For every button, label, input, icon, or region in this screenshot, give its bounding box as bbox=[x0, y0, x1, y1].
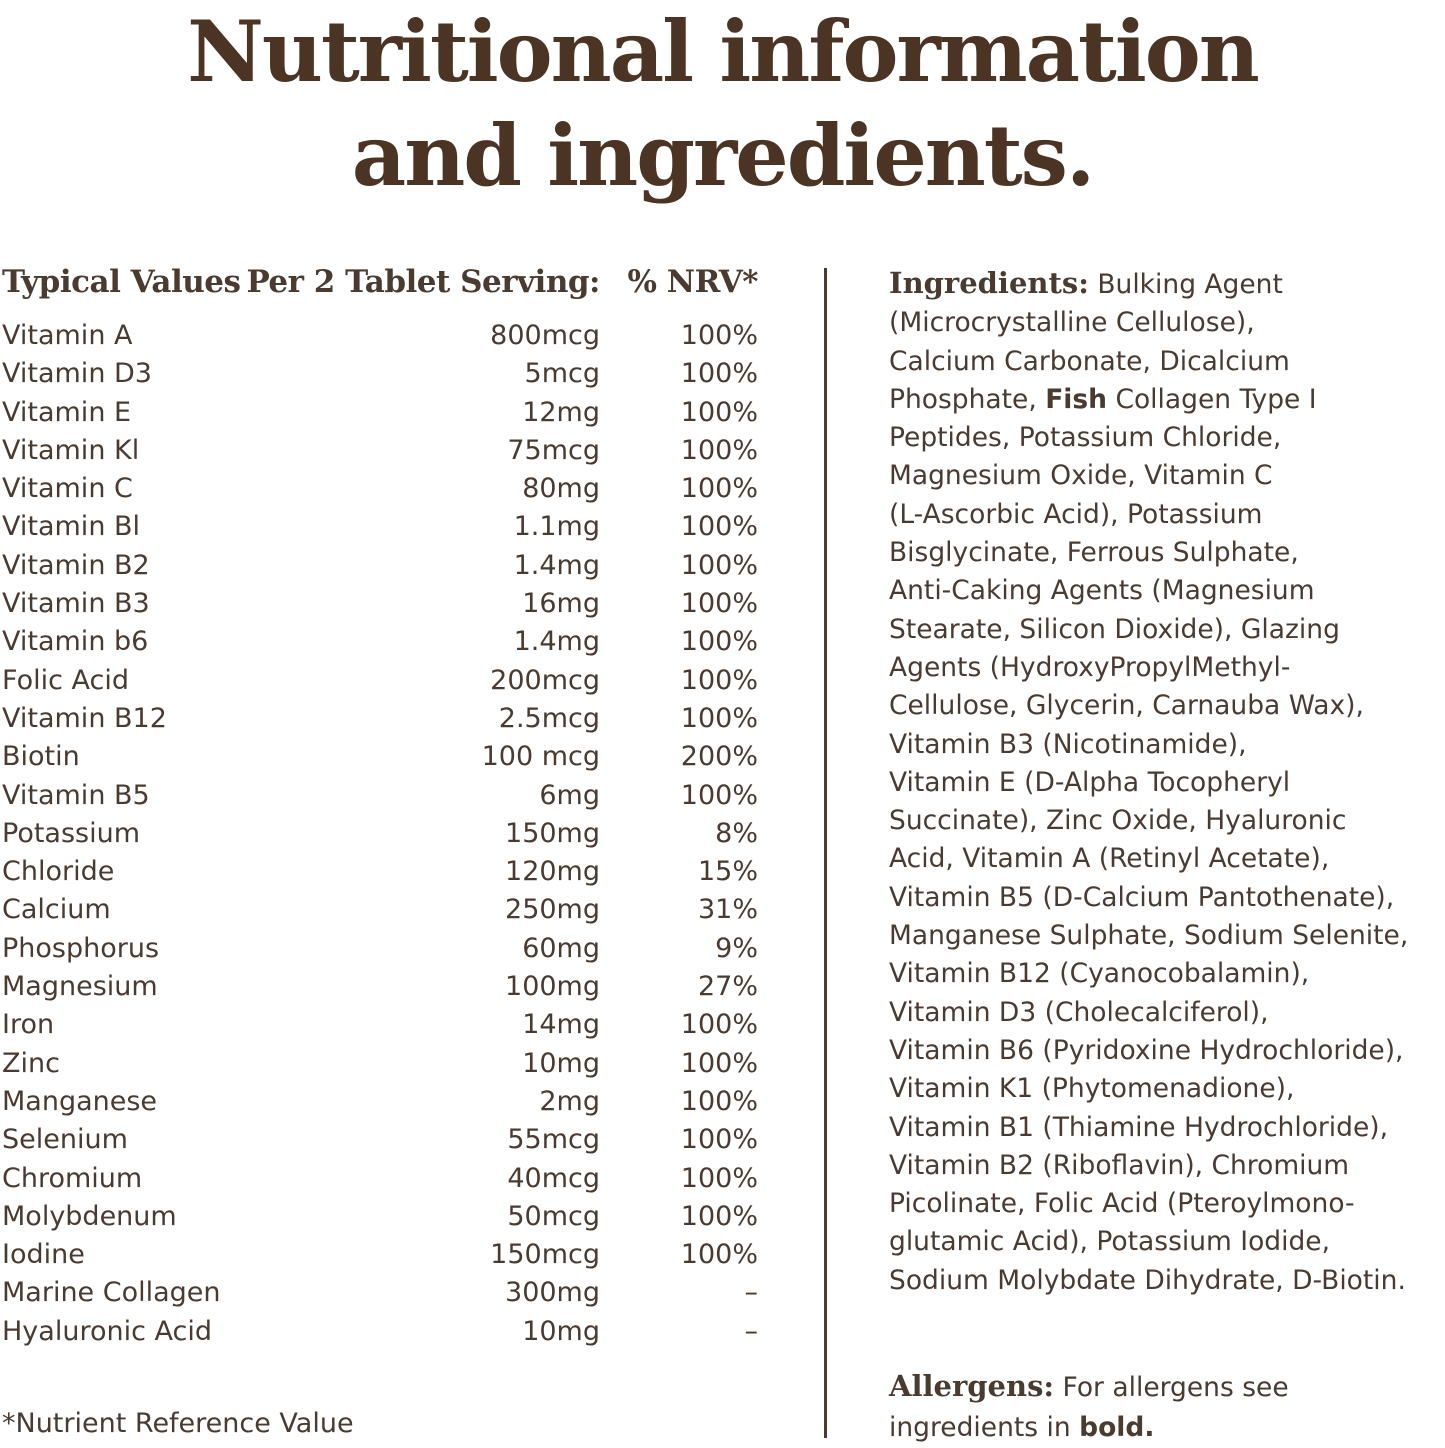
nutrition-rows bbox=[2, 320, 762, 1354]
nutrient-amount: 250mg bbox=[505, 894, 600, 926]
ingredients-line: Bisglycinate, Ferrous Sulphate, bbox=[889, 537, 1299, 569]
nutrient-nrv: 100% bbox=[680, 396, 758, 428]
nutrient-nrv: 100% bbox=[680, 320, 758, 351]
nutrition-table bbox=[2, 262, 762, 1354]
table-row bbox=[2, 780, 762, 818]
header-typical-values: Typical Values bbox=[2, 264, 241, 300]
nutrient-name: Vitamin Kl bbox=[2, 434, 140, 466]
nutrient-name: Biotin bbox=[2, 741, 80, 773]
nutrient-nrv: 100% bbox=[680, 511, 758, 543]
nutrient-amount: 60mg bbox=[522, 932, 600, 964]
nutrition-table-header bbox=[2, 262, 762, 310]
nutrient-amount: 80mg bbox=[522, 473, 600, 505]
nutrient-amount: 300mg bbox=[505, 1277, 600, 1309]
ingredients-line: Picolinate, Folic Acid (Pteroylmono- bbox=[889, 1188, 1355, 1220]
table-row bbox=[2, 1277, 762, 1315]
ingredients-line: Succinate), Zinc Oxide, Hyaluronic bbox=[889, 805, 1347, 837]
ingredients-line: Stearate, Silicon Dioxide), Glazing bbox=[889, 613, 1340, 645]
nutrient-nrv: 100% bbox=[680, 1239, 758, 1271]
ingredients-line: Vitamin B6 (Pyridoxine Hydrochloride), bbox=[889, 1034, 1404, 1066]
table-row bbox=[2, 550, 762, 588]
table-row bbox=[2, 473, 762, 511]
nutrient-amount: 2mg bbox=[539, 1085, 600, 1117]
nutrient-name: Vitamin b6 bbox=[2, 626, 149, 658]
nutrient-name: Marine Collagen bbox=[2, 1277, 221, 1309]
table-row bbox=[2, 703, 762, 741]
table-row bbox=[2, 1124, 762, 1162]
table-row bbox=[2, 665, 762, 703]
nutrient-amount: 50mcg bbox=[507, 1200, 600, 1232]
nutrient-amount: 10mg bbox=[522, 1047, 600, 1079]
nutrient-nrv: 200% bbox=[680, 741, 758, 773]
ingredients-line-fish bbox=[889, 381, 1441, 419]
nutrient-nrv: 100% bbox=[680, 549, 758, 581]
table-row bbox=[2, 626, 762, 664]
nutrient-name: Iron bbox=[2, 1009, 55, 1041]
ingredients-line: Cellulose, Glycerin, Carnauba Wax), bbox=[889, 690, 1364, 722]
table-row bbox=[2, 1009, 762, 1047]
ingredients-line-1 bbox=[889, 264, 1441, 304]
nutrient-nrv: 100% bbox=[680, 664, 758, 696]
ingredients-line: Vitamin B5 (D-Calcium Pantothenate), bbox=[889, 881, 1395, 913]
nutrient-nrv: 100% bbox=[680, 473, 758, 505]
table-row bbox=[2, 818, 762, 856]
nutrient-amount: 12mg bbox=[522, 396, 600, 428]
nutrient-name: Vitamin B5 bbox=[2, 779, 150, 811]
nutrient-nrv: 9% bbox=[715, 932, 758, 964]
allergens-text: ingredients in bbox=[889, 1412, 1080, 1443]
nutrient-name: Zinc bbox=[2, 1047, 60, 1079]
table-row bbox=[2, 1239, 762, 1277]
allergens-block bbox=[889, 1366, 1441, 1448]
nutrient-name: Vitamin B2 bbox=[2, 549, 150, 581]
ingredients-line: (L-Ascorbic Acid), Potassium bbox=[889, 498, 1263, 530]
ingredients-line: glutamic Acid), Potassium Iodide, bbox=[889, 1226, 1331, 1258]
ingredients-line: Magnesium Oxide, Vitamin C bbox=[889, 460, 1273, 492]
ingredients-line: (Microcrystalline Cellulose), bbox=[889, 307, 1255, 339]
nutrient-amount: 100mg bbox=[505, 971, 600, 1003]
nutrient-nrv: 31% bbox=[697, 894, 758, 926]
allergens-line-1 bbox=[889, 1366, 1441, 1408]
nutrient-name: Folic Acid bbox=[2, 664, 129, 696]
header-per-serving: Per 2 Tablet Serving: bbox=[246, 264, 600, 300]
table-row bbox=[2, 856, 762, 894]
ingredients-line: Acid, Vitamin A (Retinyl Acetate), bbox=[889, 843, 1330, 875]
ingredients-line: Vitamin D3 (Cholecalciferol), bbox=[889, 996, 1269, 1028]
nutrient-amount: 55mcg bbox=[507, 1124, 600, 1156]
nutrient-amount: 150mcg bbox=[490, 1239, 600, 1271]
nutrient-nrv: 100% bbox=[680, 1124, 758, 1156]
nutrient-name: Selenium bbox=[2, 1124, 128, 1156]
ingredients-lines-b bbox=[889, 419, 1441, 1300]
title-line-2: and ingredients. bbox=[351, 106, 1094, 205]
nutrient-amount: 1.4mg bbox=[513, 626, 600, 658]
ingredients-line: Agents (HydroxyPropylMethyl- bbox=[889, 651, 1291, 683]
nutrient-name: Vitamin B12 bbox=[2, 702, 167, 734]
table-row bbox=[2, 358, 762, 396]
nutrient-name: Molybdenum bbox=[2, 1200, 177, 1232]
column-divider bbox=[824, 268, 827, 1438]
nrv-footnote: *Nutrient Reference Value bbox=[2, 1408, 354, 1439]
ingredients-line: Vitamin B12 (Cyanocobalamin), bbox=[889, 958, 1310, 990]
ingredients-label: Ingredients: bbox=[889, 266, 1089, 300]
table-row bbox=[2, 741, 762, 779]
ingredients-text: Bulking Agent bbox=[1088, 269, 1283, 300]
nutrient-amount: 10mg bbox=[522, 1315, 600, 1347]
ingredients-line: Peptides, Potassium Chloride, bbox=[889, 422, 1282, 454]
page-title bbox=[0, 0, 1445, 208]
nutrient-amount: 14mg bbox=[522, 1009, 600, 1041]
nutrient-name: Iodine bbox=[2, 1239, 85, 1271]
nutrient-nrv: 100% bbox=[680, 1200, 758, 1232]
nutrient-nrv: 100% bbox=[680, 1085, 758, 1117]
nutrient-nrv: 100% bbox=[680, 434, 758, 466]
nutrient-nrv: 8% bbox=[715, 817, 758, 849]
nutrient-name: Potassium bbox=[2, 817, 141, 849]
nutrient-nrv: 100% bbox=[680, 1009, 758, 1041]
ingredients-line: Vitamin B1 (Thiamine Hydrochloride), bbox=[889, 1111, 1389, 1143]
nutrient-nrv: 100% bbox=[680, 702, 758, 734]
table-row bbox=[2, 1163, 762, 1201]
nutrient-nrv: 100% bbox=[680, 626, 758, 658]
nutrient-nrv: 100% bbox=[680, 779, 758, 811]
nutrient-amount: 6mg bbox=[539, 779, 600, 811]
allergens-label: Allergens: bbox=[889, 1369, 1055, 1403]
nutrient-name: Vitamin C bbox=[2, 473, 133, 505]
nutrient-nrv: – bbox=[744, 1315, 758, 1347]
nutrient-amount: 100 mcg bbox=[481, 741, 600, 773]
nutrient-name: Magnesium bbox=[2, 971, 158, 1003]
nutrient-name: Phosphorus bbox=[2, 932, 160, 964]
nutrient-name: Vitamin E bbox=[2, 396, 132, 428]
nutrient-amount: 800mcg bbox=[490, 320, 600, 351]
nutrient-name: Chloride bbox=[2, 856, 115, 888]
nutrient-name: Hyaluronic Acid bbox=[2, 1315, 212, 1347]
nutrient-amount: 200mcg bbox=[490, 664, 600, 696]
table-row bbox=[2, 894, 762, 932]
table-row bbox=[2, 511, 762, 549]
nutrient-name: Calcium bbox=[2, 894, 111, 926]
nutrient-name: Chromium bbox=[2, 1162, 143, 1194]
ingredients-text: Phosphate, bbox=[889, 383, 1046, 415]
table-row bbox=[2, 1086, 762, 1124]
ingredients-line: Manganese Sulphate, Sodium Selenite, bbox=[889, 920, 1409, 952]
nutrient-amount: 5mcg bbox=[524, 358, 600, 390]
ingredients-line: Anti-Caking Agents (Magnesium bbox=[889, 575, 1315, 607]
header-nrv: % NRV* bbox=[627, 264, 758, 300]
ingredients-line: Calcium Carbonate, Dicalcium bbox=[889, 345, 1290, 377]
table-row bbox=[2, 933, 762, 971]
nutrient-amount: 1.1mg bbox=[513, 511, 600, 543]
nutrient-nrv: 100% bbox=[680, 358, 758, 390]
ingredients-line: Vitamin B3 (Nicotinamide), bbox=[889, 728, 1247, 760]
ingredients-lines-a bbox=[889, 304, 1441, 381]
nutrient-amount: 16mg bbox=[522, 588, 600, 620]
nutrient-name: Vitamin D3 bbox=[2, 358, 152, 390]
nutrient-name: Vitamin B3 bbox=[2, 588, 150, 620]
nutrient-nrv: 100% bbox=[680, 1047, 758, 1079]
nutrient-nrv: 100% bbox=[680, 1162, 758, 1194]
nutrient-amount: 150mg bbox=[505, 817, 600, 849]
ingredients-line: Sodium Molybdate Dihydrate, D-Biotin. bbox=[889, 1264, 1406, 1296]
nutrient-name: Manganese bbox=[2, 1085, 158, 1117]
ingredients-line: Vitamin K1 (Phytomenadione), bbox=[889, 1073, 1295, 1105]
table-row bbox=[2, 1316, 762, 1354]
allergens-text: For allergens see bbox=[1054, 1372, 1289, 1403]
nutrient-amount: 2.5mcg bbox=[498, 702, 600, 734]
ingredients-text: Collagen Type I bbox=[1107, 383, 1317, 415]
ingredients-line: Vitamin B2 (Riboflavin), Chromium bbox=[889, 1149, 1350, 1181]
nutrient-nrv: – bbox=[744, 1277, 758, 1309]
nutrient-name: Vitamin A bbox=[2, 320, 133, 351]
table-row bbox=[2, 320, 762, 358]
table-row bbox=[2, 397, 762, 435]
table-row bbox=[2, 1048, 762, 1086]
allergen-fish: Fish bbox=[1045, 383, 1108, 415]
title-line-1: Nutritional information bbox=[187, 2, 1258, 101]
nutrient-nrv: 100% bbox=[680, 588, 758, 620]
ingredients-block bbox=[889, 264, 1441, 1300]
table-row bbox=[2, 588, 762, 626]
nutrient-amount: 120mg bbox=[505, 856, 600, 888]
nutrient-name: Vitamin Bl bbox=[2, 511, 141, 543]
nutrient-nrv: 27% bbox=[697, 971, 758, 1003]
table-row bbox=[2, 1201, 762, 1239]
table-row bbox=[2, 435, 762, 473]
allergens-bold-word: bold. bbox=[1079, 1412, 1155, 1443]
nutrient-nrv: 15% bbox=[697, 856, 758, 888]
nutrient-amount: 40mcg bbox=[507, 1162, 600, 1194]
nutrient-amount: 1.4mg bbox=[513, 549, 600, 581]
nutrient-amount: 75mcg bbox=[507, 434, 600, 466]
ingredients-line: Vitamin E (D-Alpha Tocopheryl bbox=[889, 766, 1291, 798]
table-row bbox=[2, 971, 762, 1009]
allergens-line-2 bbox=[889, 1408, 1441, 1448]
